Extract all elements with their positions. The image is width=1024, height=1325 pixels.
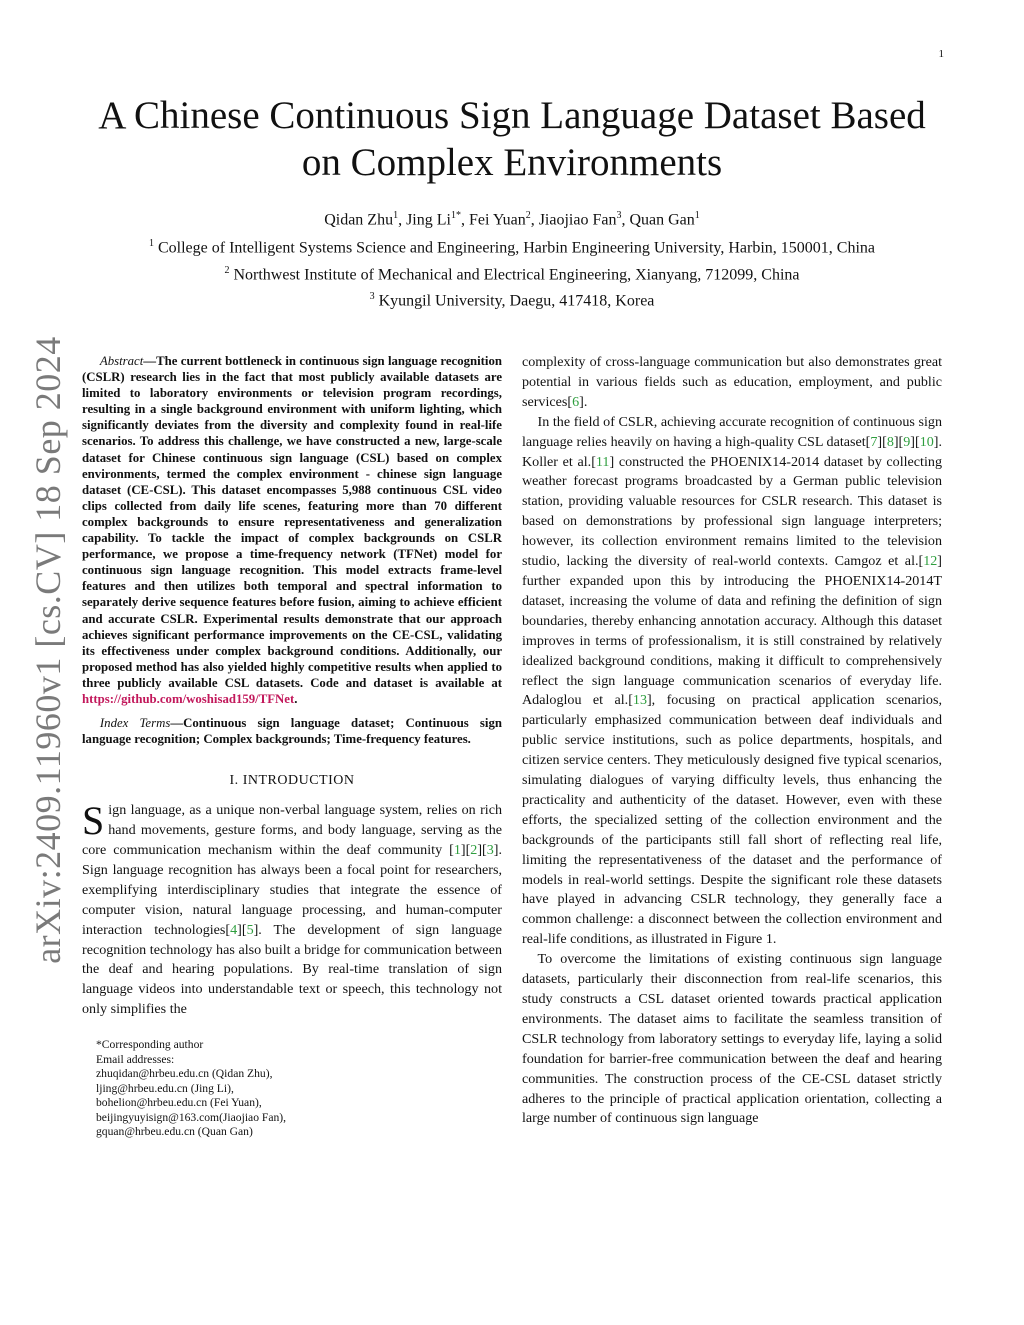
section-title-rest: NTRODUCTION <box>247 773 355 789</box>
author-name: Fei Yuan <box>468 211 526 229</box>
footnote-email: beijingyuyisign@163.com(Jiaojiao Fan), <box>96 1110 287 1124</box>
section-initial: I <box>242 773 248 789</box>
citation-link[interactable]: 3 <box>486 841 494 858</box>
intro-text-a: ign language, as a unique non-verbal language system, relies on rich hand movements, gesture forms, and body language, serving as the core communication mechanism within the deaf community [ <box>82 802 502 858</box>
citation-link[interactable]: 10 <box>919 433 934 450</box>
citation-link[interactable]: 5 <box>246 921 254 938</box>
citation-link[interactable]: 11 <box>595 453 610 470</box>
body-text: ] further expanded upon this by introducing the PHOENIX14-2014T dataset, increasing the volume of data and refining the definition of sign boundaries, thereby enhancing annotation accuracy. Although this dataset improves in terms of professionalism, it is still constrained by relatively idealized background conditions, making it difficult to comprehensively reflect the sign language communication scenarios of everyday life. Adaloglou et al.[ <box>522 553 942 709</box>
index-terms-text: —Continuous sign language dataset; Continuous sign language recognition; Complex backgrounds; Time-frequency features. <box>82 716 502 747</box>
paper-title: A Chinese Continuous Sign Language Dataset Based on Complex Environments <box>98 94 926 184</box>
author-separator: , <box>621 211 630 229</box>
author-mark: 1 <box>393 210 399 221</box>
left-column <box>82 353 502 1140</box>
body-paragraph <box>522 353 942 413</box>
citation-link[interactable]: 1 <box>453 841 461 858</box>
affiliation-text: Northwest Institute of Mechanical and Electrical Engineering, Xianyang, 712099, China <box>229 265 800 283</box>
author-mark: 1* <box>450 210 461 221</box>
author-separator: , <box>398 211 407 229</box>
citation-link[interactable]: 13 <box>632 692 647 709</box>
intro-text-c: ]. The development of sign language recognition technology has also built a bridge for communication between the deaf and hearing populations. By real-time translation of sign language videos into understandable text or speech, this technology not only simplifies the <box>82 921 503 1018</box>
intro-paragraph <box>82 798 503 1020</box>
footnote-email-label: Email addresses: <box>96 1052 175 1066</box>
citation-link[interactable]: 7 <box>870 433 878 450</box>
affiliation-list <box>90 233 934 312</box>
body-text: In the field of CSLR, achieving accurate recognition of continuous sign language relies heavily on having a high-quality CSL dataset[ <box>522 413 942 450</box>
author-name: Qidan Zhu <box>324 211 394 229</box>
citation-link[interactable]: 2 <box>470 841 478 858</box>
citation-bracket: ][ <box>460 841 471 858</box>
page-number: 1 <box>938 48 944 60</box>
citation-link[interactable]: 6 <box>572 393 580 410</box>
body-paragraph <box>522 413 942 950</box>
affiliation-mark: 2 <box>224 264 230 276</box>
footnote-email: zhuqidan@hrbeu.edu.cn (Qidan Zhu), <box>96 1067 273 1081</box>
abstract-text: —The current bottleneck in continuous sign language recognition (CSLR) research lies in the fact that most publicly available datasets are limited to laboratory environments or television program recordings, resulting in a single background environment with uniform lighting, which significantly deviates from the diversity and complexity found in real-life scenarios. To address this challenge, we have constructed a new, large-scale dataset for Chinese continuous sign language (CSL) based on complex environments, termed the complex environment - chinese sign language dataset (CE-CSL). This dataset encompasses 5,988 continuous CSL video clips collected from daily life scenes, featuring more than 70 different complex backgrounds to ensure representativeness and generalization capability. To tackle the impact of complex backgrounds on CSLR performance, we propose a time-frequency network (TFNet) model for continuous sign language recognition. This model extracts frame-level features and then utilizes both temporal and spectral information to separately derive sequence features before fusion, aiming to achieve efficient and accurate CSLR. Experimental results demonstrate that our approach achieves significant performance improvements on the CE-CSL, validating its effectiveness under complex background conditions. Additionally, our proposed method has also yielded highly competitive results when applied to three publicly available CSL datasets. Code and dataset is available at <box>82 354 502 690</box>
footnote-email: gquan@hrbeu.edu.cn (Quan Gan) <box>96 1125 253 1139</box>
footnote-email: ljing@hrbeu.edu.cn (Jing Li), <box>96 1081 234 1095</box>
index-terms-lead: Index Terms <box>99 716 171 731</box>
body-text: complexity of cross-language communication but also demonstrates great potential in various fields such as education, employment, and public services[ <box>522 354 942 410</box>
affiliation-text: College of Intelligent Systems Science and Engineering, Harbin Engineering University, Harbin, 150001, China <box>153 239 876 257</box>
author-separator: , <box>530 211 539 229</box>
affiliation-mark: 3 <box>369 290 375 302</box>
citation-bracket: ][ <box>477 841 487 858</box>
affiliation-line <box>90 233 934 259</box>
citation-bracket: ][ <box>877 433 887 450</box>
author-name: Quan Gan <box>629 211 695 229</box>
arxiv-side-stamp <box>18 336 78 964</box>
intro-text-b: ]. Sign language recognition has always been a focal point for researchers, exemplifying interdisciplinary studies that integrate the essence of computer vision, natural language processing, and human-computer interaction technologies[ <box>82 841 502 938</box>
author-separator: , <box>460 211 469 229</box>
citation-link[interactable]: 9 <box>903 433 911 450</box>
right-column <box>522 353 942 1129</box>
citation-link[interactable]: 4 <box>230 921 238 938</box>
affiliation-line <box>90 286 934 312</box>
affiliation-line <box>90 260 934 286</box>
footnote-corresponding: *Corresponding author <box>96 1038 204 1052</box>
author-list <box>90 205 934 231</box>
affiliation-text: Kyungil University, Daegu, 417418, Korea <box>374 292 655 310</box>
author-name: Jing Li <box>406 211 451 229</box>
abstract-lead: Abstract <box>99 354 144 368</box>
section-number: I. <box>229 773 243 789</box>
citation-link[interactable]: 12 <box>923 553 938 570</box>
section-heading-introduction <box>82 771 502 791</box>
author-name: Jiaojiao Fan <box>538 211 617 229</box>
body-text: ] constructed the PHOENIX14-2014 dataset by collecting weather forecast programs broadcasted by a German public television station, providing valuable resources for CSLR research. This dataset is based on demonstrations by professional sign language interpreters; however, its collection environment remains limited to the television studio, lacking the diversity of real-world contexts. Camgoz et al.[ <box>522 453 942 570</box>
body-paragraph: To overcome the limitations of existing continuous sign language datasets, particularly their disconnection from real-life scenarios, this study constructs a CSL dataset oriented towards practical application environments. The dataset aims to facilitate the seamless transition of CSLR technology from laboratory settings to everyday life, laying a solid foundation for barrier-free communication between the deaf and hearing communities. The construction process of the CE-CSL dataset strictly adheres to the principle of practical application orientation, collecting a large number of continuous sign language <box>522 951 942 1127</box>
body-text: ]. <box>579 393 588 410</box>
body-text: ]. Koller et al.[ <box>522 433 942 470</box>
arxiv-identifier: arXiv:2409.11960v1 [cs.CV] 18 Sep 2024 <box>28 336 68 964</box>
abstract-end: . <box>294 691 298 706</box>
citation-bracket: ][ <box>237 921 247 938</box>
abstract <box>82 353 502 707</box>
body-text: ], focusing on practical application scenarios, particularly emphasized communication between deaf individuals and public service institutions, such as police departments, hospitals, and citizen service centers. They meticulously designed five typical scenarios, simulating dialogues of varying difficulty levels, thus enhancing the practicality and authenticity of the dataset. However, even with these efforts, the specialized setting of the collection environment and the backgrounds of the participants still fall short of reflecting real life, limiting the representativeness of the dataset and the performance of models in real-world settings. Despite the significant role these datasets have played in advancing CSLR technology, they generally face a common challenge: a disconnect between the collection environment and real-life conditions, as illustrated in Figure 1. <box>522 692 942 948</box>
citation-bracket: ][ <box>910 433 920 450</box>
code-link[interactable]: https://github.com/woshisad159/TFNet <box>82 691 295 706</box>
footnote <box>96 1038 502 1140</box>
citation-bracket: ][ <box>893 433 904 450</box>
affiliation-mark: 1 <box>148 238 154 250</box>
drop-cap: S <box>82 798 105 844</box>
author-block <box>90 205 934 312</box>
author-mark: 3 <box>616 210 622 221</box>
author-mark: 2 <box>525 210 531 221</box>
citation-link[interactable]: 8 <box>886 433 894 450</box>
footnote-email: bohelion@hrbeu.edu.cn (Fei Yuan), <box>96 1096 262 1110</box>
author-mark: 1 <box>694 210 700 221</box>
index-terms <box>82 715 502 747</box>
